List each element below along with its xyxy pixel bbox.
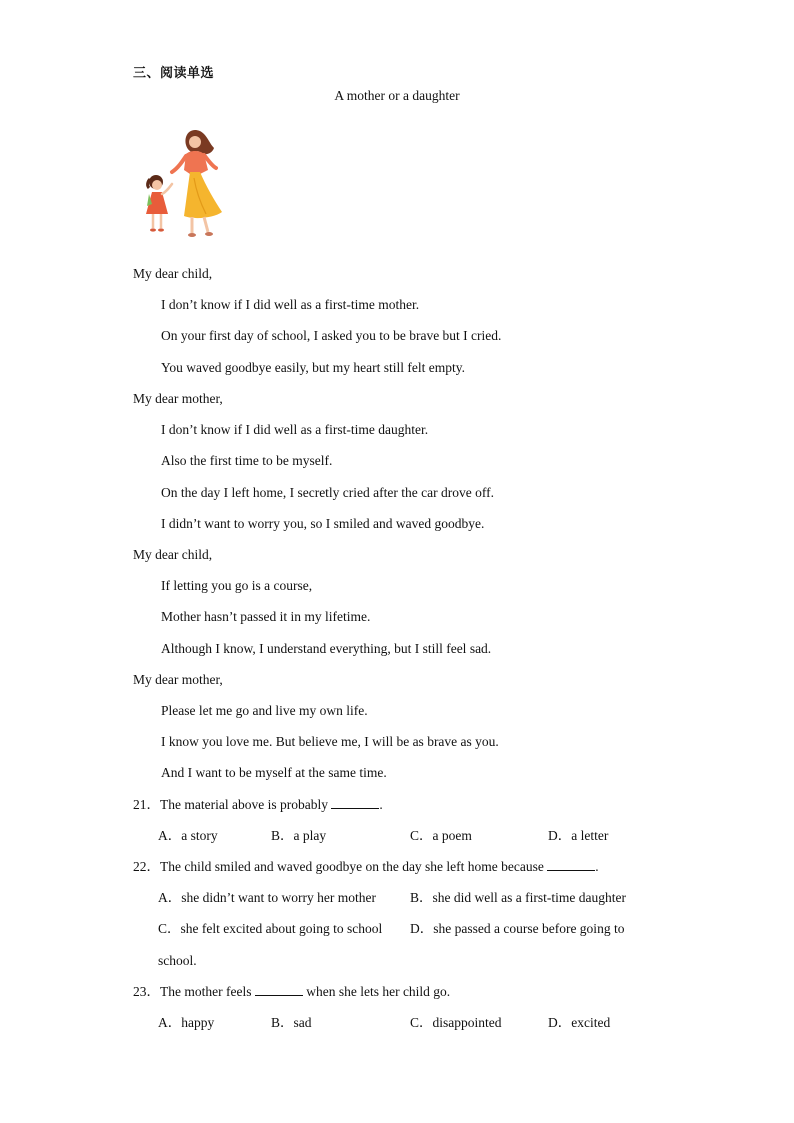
option-text: happy [181, 1015, 215, 1030]
option-a[interactable] [158, 1015, 214, 1031]
option-letter: B． [271, 1015, 294, 1030]
poem-line: I don’t know if I did well as a first-time daughter. [161, 422, 429, 437]
option-b[interactable] [410, 890, 626, 906]
question-text-end: . [379, 797, 383, 812]
question-number: 21． [133, 797, 160, 812]
option-letter: A． [158, 828, 182, 843]
question-23-stem [133, 984, 450, 1000]
mother-daughter-illustration [138, 124, 230, 244]
question-number: 23． [133, 984, 160, 999]
option-c[interactable] [410, 828, 472, 844]
option-letter: C． [158, 921, 181, 936]
answer-blank [255, 984, 303, 996]
option-b[interactable] [271, 1015, 312, 1031]
option-text: excited [571, 1015, 611, 1030]
question-text-end: . [595, 859, 599, 874]
option-letter: B． [271, 828, 294, 843]
option-d[interactable] [548, 1015, 610, 1031]
salutation: My dear child, [133, 266, 213, 281]
salutation: My dear mother, [133, 391, 223, 406]
option-d[interactable] [410, 921, 624, 937]
option-text: she passed a course before going to [433, 921, 625, 936]
option-c[interactable] [158, 921, 382, 937]
option-d-continuation: school. [158, 953, 197, 968]
option-d[interactable] [548, 828, 608, 844]
option-b[interactable] [271, 828, 326, 844]
option-letter: C． [410, 828, 433, 843]
section-heading: 三、阅读单选 [133, 66, 215, 81]
question-text-end: when she lets her child go. [302, 984, 451, 999]
poem-line: Although I know, I understand everything, but I still feel sad. [161, 641, 492, 656]
option-text: she didn’t want to worry her mother [181, 890, 376, 905]
option-text: a play [293, 828, 327, 843]
option-text: disappointed [432, 1015, 502, 1030]
poem-line: If letting you go is a course, [161, 578, 313, 593]
question-text: The material above is probably [160, 797, 332, 812]
option-c[interactable] [410, 1015, 502, 1031]
daughter-figure [146, 175, 172, 232]
poem-line: Mother hasn’t passed it in my lifetime. [161, 609, 371, 624]
answer-blank [547, 859, 595, 871]
poem-line: On the day I left home, I secretly cried after the car drove off. [161, 485, 494, 500]
poem-line: I didn’t want to worry you, so I smiled and waved goodbye. [161, 516, 485, 531]
question-text: The child smiled and waved goodbye on the day she left home because [160, 859, 548, 874]
poem-line: I know you love me. But believe me, I will be as brave as you. [161, 734, 499, 749]
option-letter: C． [410, 1015, 433, 1030]
option-a[interactable] [158, 828, 218, 844]
poem-line: Please let me go and live my own life. [161, 703, 368, 718]
mother-figure [172, 130, 222, 237]
option-letter: D． [548, 1015, 572, 1030]
option-letter: A． [158, 1015, 182, 1030]
option-letter: D． [410, 921, 434, 936]
poem-line: You waved goodbye easily, but my heart still felt empty. [161, 360, 465, 375]
option-text: a letter [571, 828, 609, 843]
passage-title: A mother or a daughter [334, 88, 460, 103]
question-21-stem [133, 797, 383, 813]
question-22-stem [133, 859, 599, 875]
poem-line: Also the first time to be myself. [161, 453, 333, 468]
salutation: My dear child, [133, 547, 213, 562]
question-text: The mother feels [160, 984, 255, 999]
salutation: My dear mother, [133, 672, 223, 687]
poem-line: And I want to be myself at the same time. [161, 765, 387, 780]
option-letter: A． [158, 890, 182, 905]
poem-line: I don’t know if I did well as a first-time mother. [161, 297, 420, 312]
option-letter: D． [548, 828, 572, 843]
option-text: she felt excited about going to school [180, 921, 383, 936]
question-number: 22． [133, 859, 160, 874]
answer-blank [331, 797, 379, 809]
option-letter: B． [410, 890, 433, 905]
option-text: sad [293, 1015, 312, 1030]
option-text: a poem [432, 828, 472, 843]
option-text: a story [181, 828, 218, 843]
option-text: she did well as a first-time daughter [432, 890, 626, 905]
poem-line: On your first day of school, I asked you to be brave but I cried. [161, 328, 502, 343]
option-a[interactable] [158, 890, 376, 906]
